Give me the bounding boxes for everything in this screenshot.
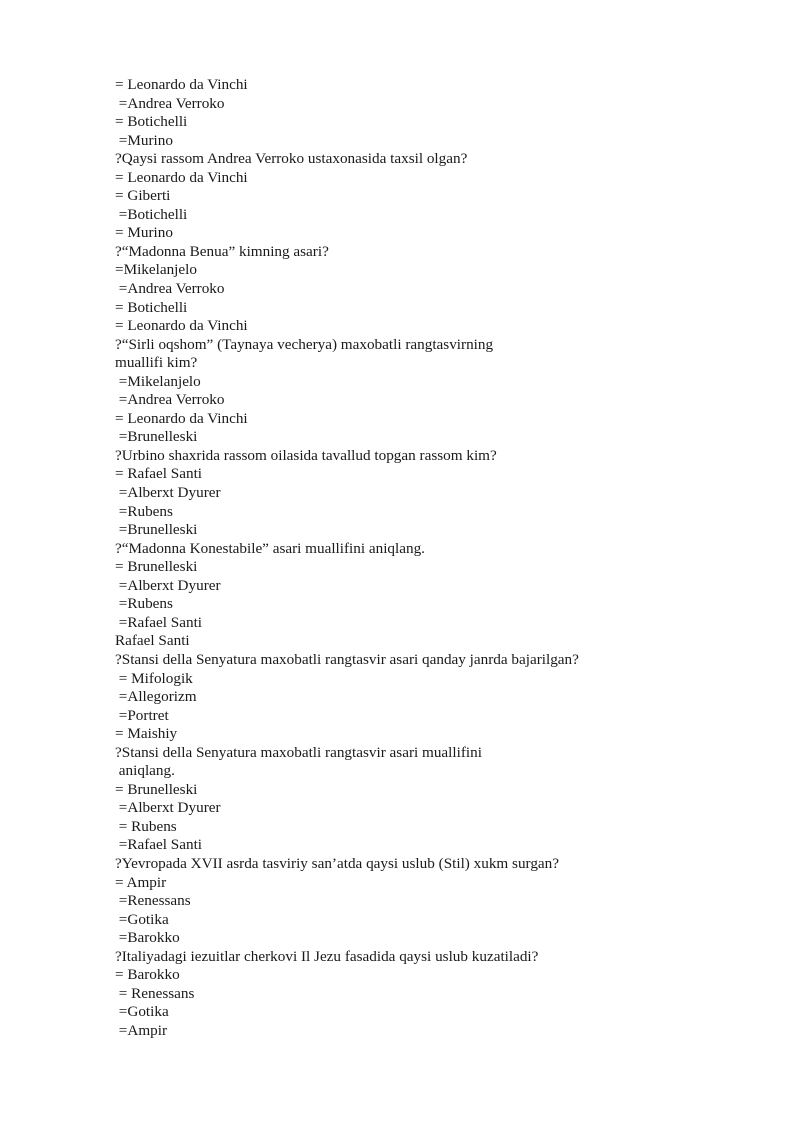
document-line: = Ampir xyxy=(115,873,167,891)
document-line: =Alberxt Dyurer xyxy=(115,799,221,817)
document-line: ?Stansi della Senyatura maxobatli rangtasvir asari qanday janrda bajarilgan? xyxy=(115,650,579,668)
document-line: =Rubens xyxy=(115,595,173,613)
document-line: = Renessans xyxy=(115,984,195,1002)
document-line: ?“Sirli oqshom” (Taynaya vecherya) maxobatli rangtasvirning xyxy=(115,335,494,353)
document-line: = Mifologik xyxy=(115,669,193,687)
document-line: ?Italiyadagi iezuitlar cherkovi Il Jezu fasadida qaysi uslub kuzatiladi? xyxy=(115,947,539,965)
document-line: ?Urbino shaxrida rassom oilasida tavallud topgan rassom kim? xyxy=(115,446,497,464)
document-line: muallifi kim? xyxy=(115,354,198,372)
document-line: =Portret xyxy=(115,706,169,724)
document-line: =Allegorizm xyxy=(115,688,197,706)
document-line: = Brunelleski xyxy=(115,558,198,576)
document-line: =Barokko xyxy=(115,929,180,947)
document-line: = Leonardo da Vinchi xyxy=(115,317,248,335)
document-line: =Murino xyxy=(115,131,173,149)
document-line: = Botichelli xyxy=(115,298,188,316)
document-line: = Murino xyxy=(115,224,173,242)
document-line: =Alberxt Dyurer xyxy=(115,484,221,502)
document-line: =Ampir xyxy=(115,1021,168,1039)
document-line: =Brunelleski xyxy=(115,521,198,539)
document-line: =Mikelanjelo xyxy=(115,372,201,390)
document-line: = Leonardo da Vinchi xyxy=(115,76,248,93)
document-line: ?“Madonna Konestabile” asari muallifini aniqlang. xyxy=(115,539,425,557)
document-line: ?Yevropada XVII asrda tasviriy san’atda qaysi uslub (Stil) xukm surgan? xyxy=(115,854,560,872)
document-line: = Giberti xyxy=(115,187,171,205)
document-line: =Mikelanjelo xyxy=(115,261,197,279)
document-line: Rafael Santi xyxy=(115,632,190,650)
document-line: =Brunelleski xyxy=(115,428,198,446)
document-line: = Barokko xyxy=(115,966,180,984)
document-line: aniqlang. xyxy=(115,762,175,780)
document-line: =Renessans xyxy=(115,892,191,910)
document-line: = Leonardo da Vinchi xyxy=(115,168,248,186)
document-line: =Andrea Verroko xyxy=(115,391,225,409)
document-line: =Botichelli xyxy=(115,205,188,223)
document-line: =Rafael Santi xyxy=(115,613,203,631)
document-line: =Andrea Verroko xyxy=(115,94,225,112)
document-line: = Rafael Santi xyxy=(115,465,203,483)
document-line: =Gotika xyxy=(115,910,169,928)
document-line: =Andrea Verroko xyxy=(115,280,225,298)
document-line: ?Qaysi rassom Andrea Verroko ustaxonasida taxsil olgan? xyxy=(115,150,468,168)
document-line: = Maishiy xyxy=(115,725,178,743)
document-line: =Rubens xyxy=(115,502,173,520)
document-line: = Botichelli xyxy=(115,113,188,131)
document-line: ?Stansi della Senyatura maxobatli rangtasvir asari muallifini xyxy=(115,743,482,761)
document-line: =Gotika xyxy=(115,1003,169,1021)
document-line: =Rafael Santi xyxy=(115,836,203,854)
document-line: ?“Madonna Benua” kimning asari? xyxy=(115,242,329,260)
document-line: = Leonardo da Vinchi xyxy=(115,409,248,427)
document-line: =Alberxt Dyurer xyxy=(115,576,221,594)
document-line: = Rubens xyxy=(115,817,177,835)
document-body xyxy=(115,76,735,1040)
document-line: = Brunelleski xyxy=(115,780,198,798)
